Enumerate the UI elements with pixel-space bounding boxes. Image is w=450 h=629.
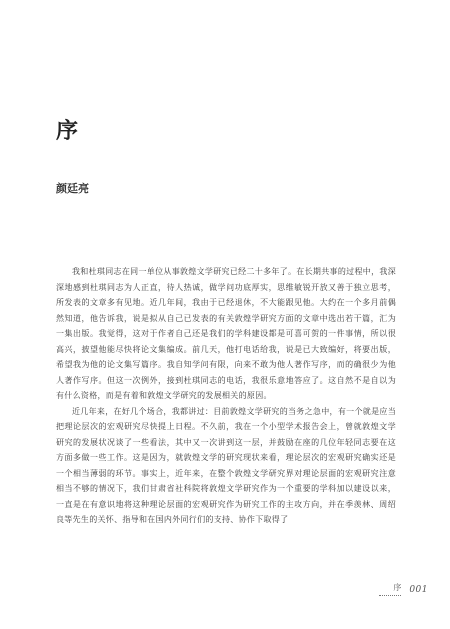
page-title: 序 [56, 118, 79, 144]
paragraph: 近几年来，在好几个场合，我都讲过：目前敦煌文学研究的当务之急中，有一个就是应当把理论层次的宏观研究尽快提上日程。不久前，我在一个小型学术报告会上，曾就敦煌文学研究的发展状况谈了一些看法，其中又一次讲到这一层，并鼓励在座的几位年轻同志要在这方面多做一些工作。这是因为，就敦煌文学的研究现状来看，理论层次的宏观研究确实还是一个相当薄弱的环节。事实上，近年来，在整个敦煌文学研究界对理论层面的宏观研究注意相当不够的情况下，我们甘肃省社科院将敦煌文学研究作为一个重要的学科加以建设以来，一直是在有意识地将这种理论层面的宏观研究作为研究工作的主攻方向，并在季羡林、周绍良等先生的关怀、指导和在国内外同行们的支持、协作下取得了 [56, 406, 396, 524]
footer-dotted-rule [379, 595, 401, 596]
footer-section-marker [393, 583, 401, 596]
page-footer [393, 583, 428, 596]
paragraph: 我和杜琪同志在同一单位从事敦煌文学研究已经二十多年了。在长期共事的过程中，我深深地感到杜琪同志为人正直，待人热诚，做学问功底厚实，思维敏锐开放又善于独立思考，所发表的文章多有见地。近几年间，我由于已经退休，不大能跟见他。大约在一个多月前偶然知道，他告诉我，说是拟从自己已发表的有关敦煌学研究方面的文章中选出若干篇，汇为一集出版。我觉得，这对于作者自己还是我们的学科建设都是可喜可贺的一件事情，所以很高兴，披望他能尽快将论文集编成。前几天，他打电话给我，说是已大致编好，将要出版，希望我为他的论文集写篇序。我自知学问有限，向来不敢为他人著作写序，而的确很少为他人著作写序。但这一次例外，接到杜琪同志的电话，我很乐意地答应了。这自然不是自以为有什么资格，而是有着和敦煌文学研究的发展相关的原因。 [56, 267, 396, 400]
page-number: 001 [409, 585, 428, 595]
body-text [56, 264, 396, 528]
author-name: 颜廷亮 [56, 182, 89, 195]
footer-section-label: 序 [393, 583, 402, 592]
